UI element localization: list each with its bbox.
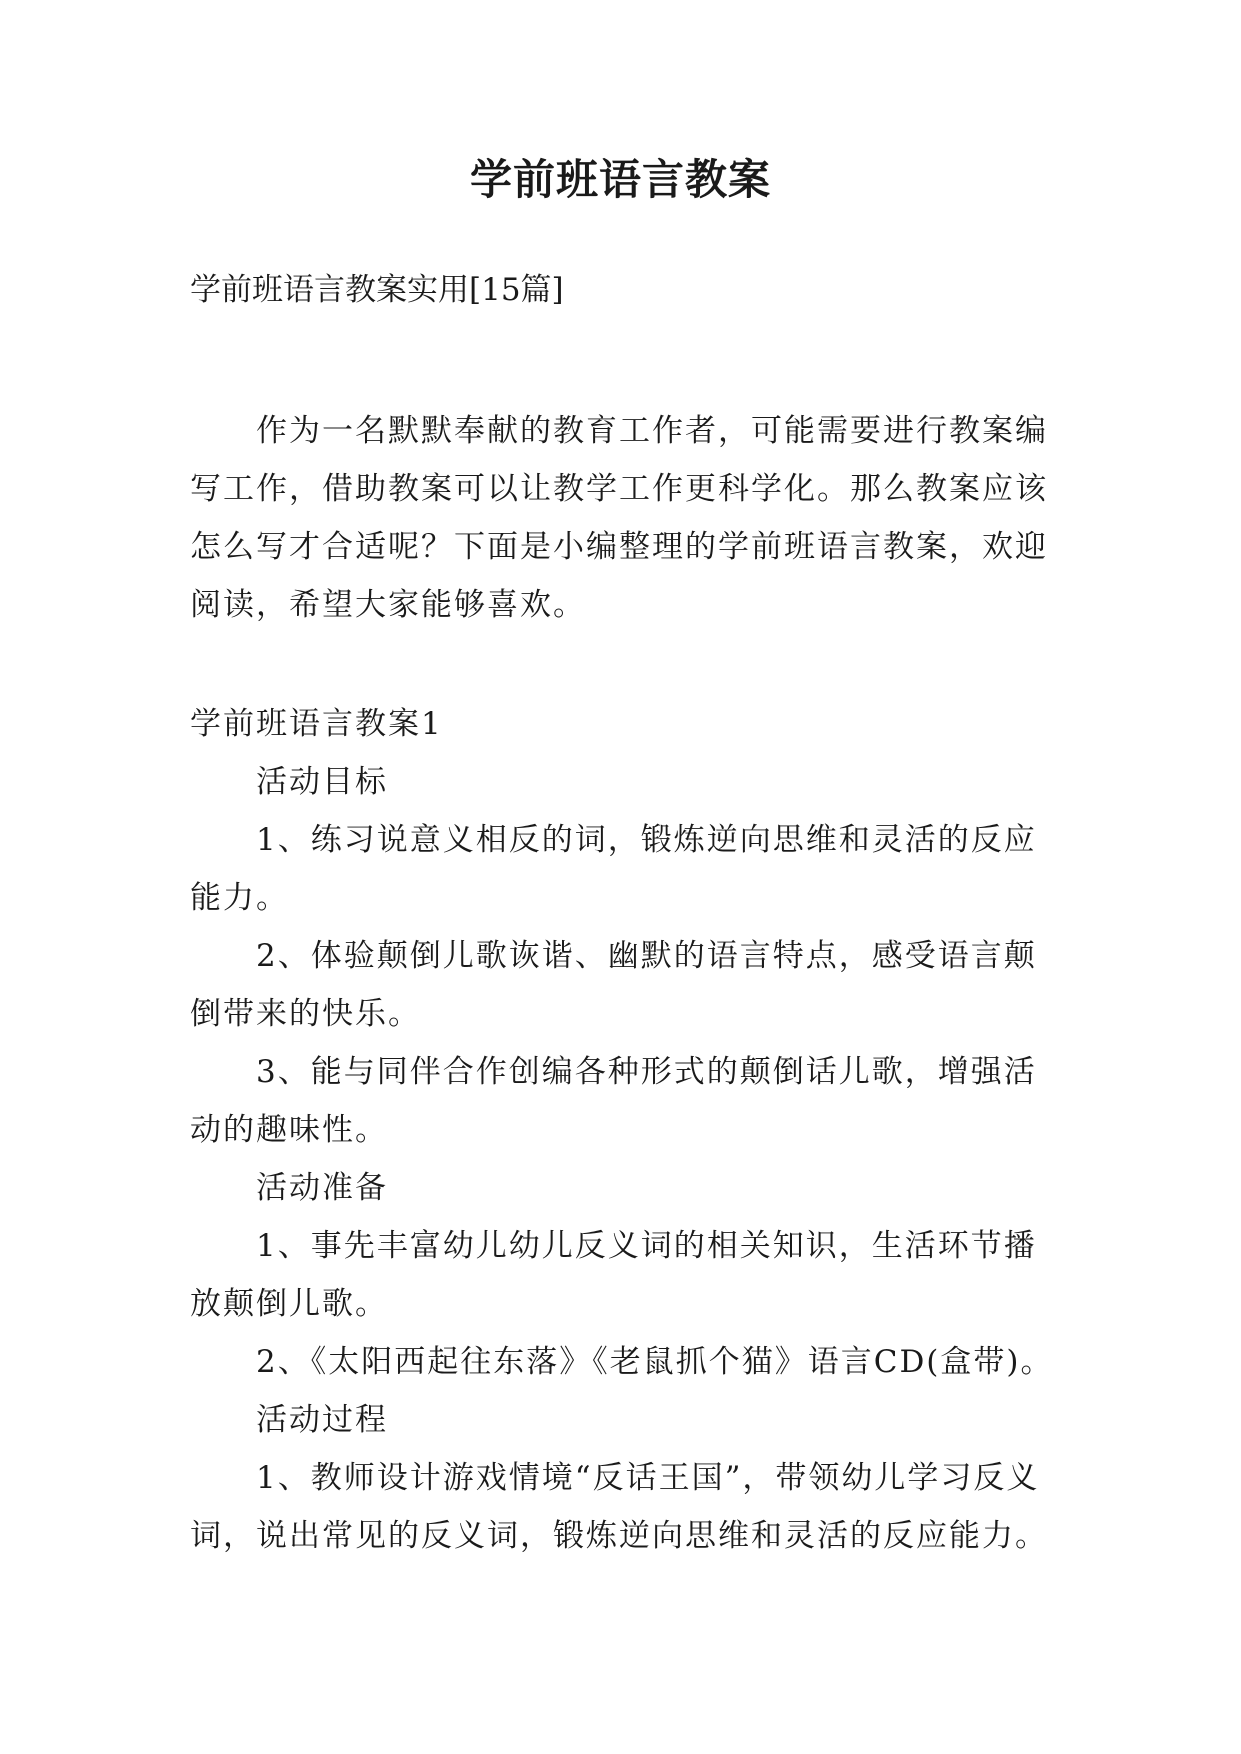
prep-heading: 活动准备 (256, 1170, 388, 1206)
prep-item: 2、《太阳西起往东落》《老鼠抓个猫》语言CD(盒带)。 (256, 1344, 1054, 1380)
document-subtitle: 学前班语言教案实用[15篇] (190, 272, 564, 308)
goal-item: 2、体验颠倒儿歌诙谐、幽默的语言特点，感受语言颠倒带来的快乐。 (190, 938, 1037, 1032)
goals-heading: 活动目标 (256, 764, 388, 800)
intro-paragraph: 作为一名默默奉献的教育工作者，可能需要进行教案编写工作，借助教案可以让教学工作更科学化。那么教案应该怎么写才合适呢？下面是小编整理的学前班语言教案，欢迎阅读，希望大家能够喜欢。 (190, 413, 1048, 623)
lesson-heading: 学前班语言教案1 (190, 706, 443, 742)
process-heading: 活动过程 (256, 1402, 388, 1438)
prep-item: 1、事先丰富幼儿幼儿反义词的相关知识，生活环节播放颠倒儿歌。 (190, 1228, 1037, 1322)
goal-item: 1、练习说意义相反的词，锻炼逆向思维和灵活的反应能力。 (190, 822, 1037, 916)
document-title: 学前班语言教案 (469, 155, 771, 204)
process-item: 1、教师设计游戏情境“反话王国”，带领幼儿学习反义词，说出常见的反义词，锻炼逆向思维和灵活的反应能力。 (190, 1460, 1048, 1554)
goal-item: 3、能与同伴合作创编各种形式的颠倒话儿歌，增强活动的趣味性。 (190, 1054, 1037, 1148)
lesson-section-1 (190, 695, 1060, 1565)
